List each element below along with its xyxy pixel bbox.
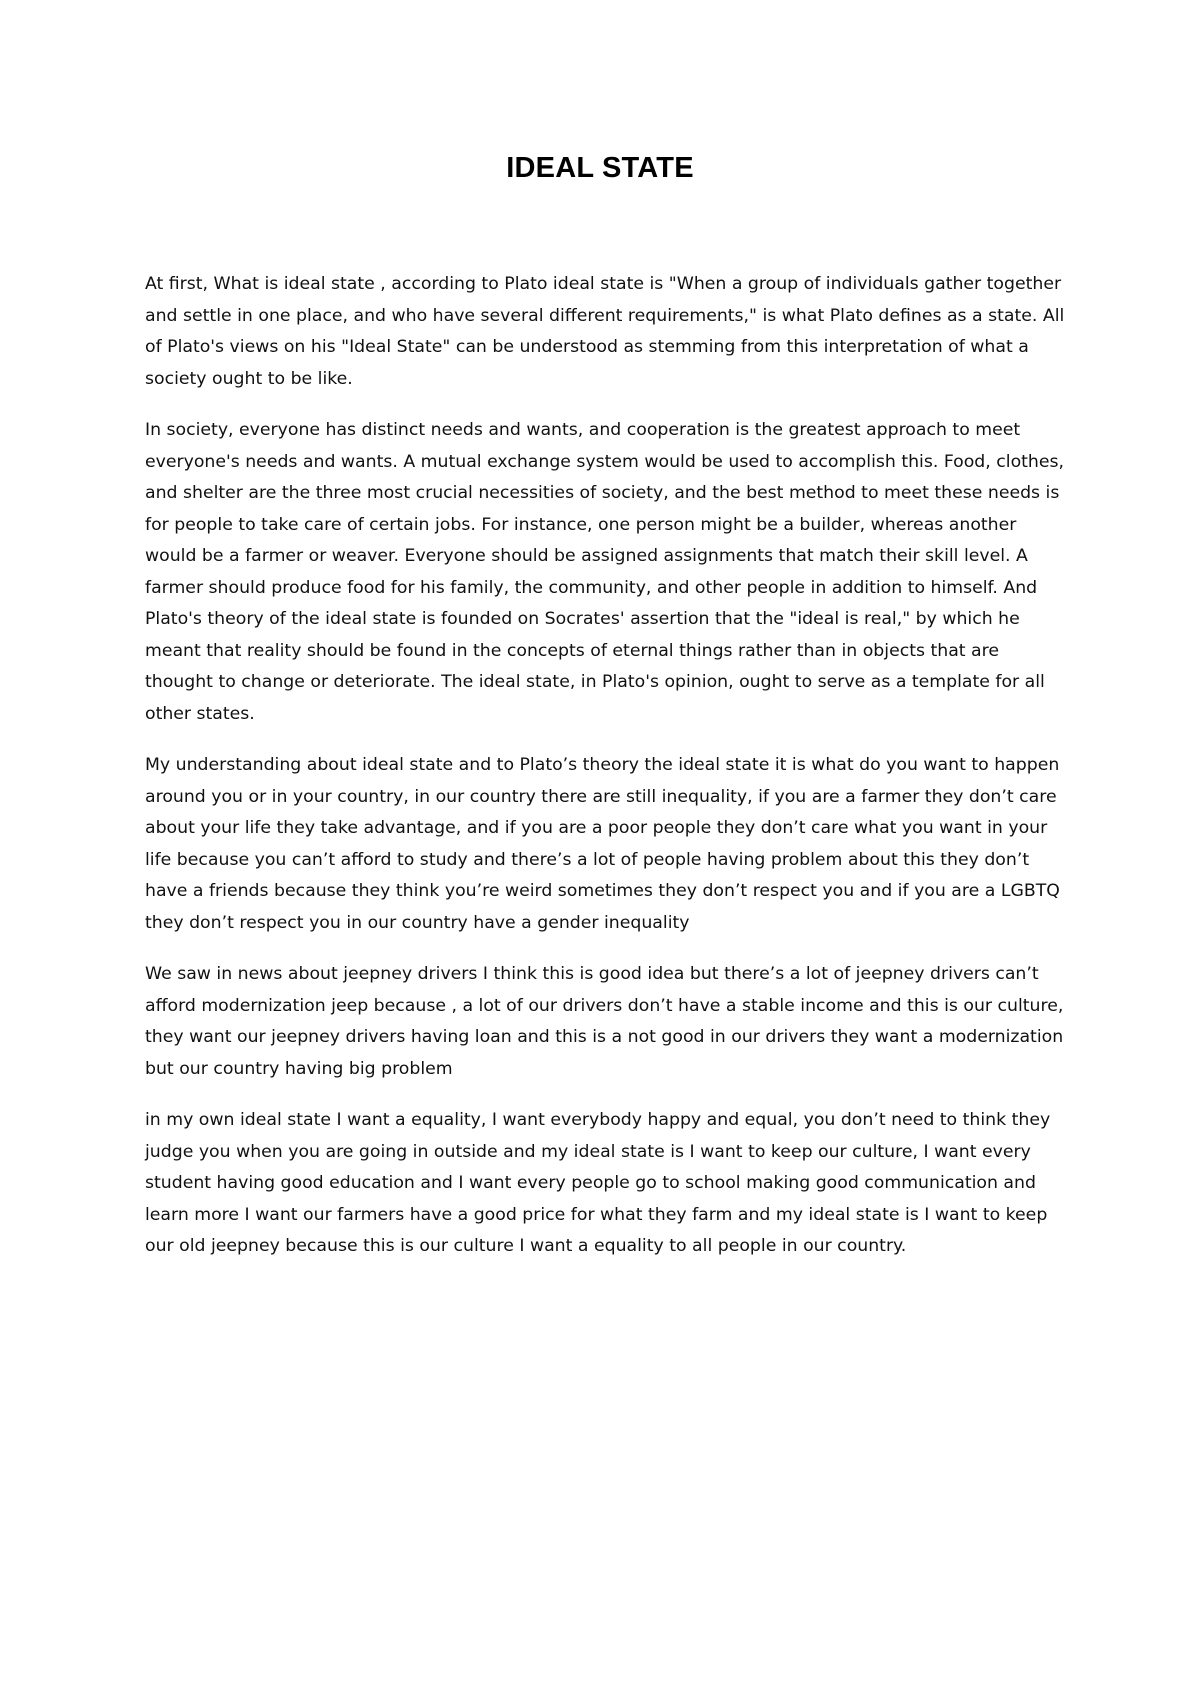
document-body: [145, 269, 1065, 1283]
paragraph-my-ideal-state: in my own ideal state I want a equality, I want everybody happy and equal, you don’t need to think they judge you when you are going in outside and my ideal state is I want to keep our culture, I want every student having good education and I want every people go to school making good communication and learn more I want our farmers have a good price for what they farm and my ideal state is I want to keep our old jeepney because this is our culture I want a equality to all people in our country.: [145, 1110, 1051, 1256]
document-title: IDEAL STATE: [506, 152, 694, 184]
paragraph-my-understanding: My understanding about ideal state and to Plato’s theory the ideal state it is what do you want to happen around you or in your country, in our country there are still inequality, if you are a farmer they don’t care about your life they take advantage, and if you are a poor people they don’t care what you want in your life because you can’t afford to study and there’s a lot of people having problem about this they don’t have a friends because they think you’re weird sometimes they don’t respect you and if you are a LGBTQ they don’t respect you in our country have a gender inequality: [145, 755, 1060, 933]
paragraph-jeepney-drivers: We saw in news about jeepney drivers I think this is good idea but there’s a lot of jeepney drivers can’t afford modernization jeep because , a lot of our drivers don’t have a stable income and this is our culture, they want our jeepney drivers having loan and this is a not good in our drivers they want a modernization but our country having big problem: [145, 964, 1064, 1079]
paragraph-society-needs: In society, everyone has distinct needs and wants, and cooperation is the greatest approach to meet everyone's needs and wants. A mutual exchange system would be used to accomplish this. Food, clothes, and shelter are the three most crucial necessities of society, and the best method to meet these needs is for people to take care of certain jobs. For instance, one person might be a builder, whereas another would be a farmer or weaver. Everyone should be assigned assignments that match their skill level. A farmer should produce food for his family, the community, and other people in addition to himself. And Plato's theory of the ideal state is founded on Socrates' assertion that the "ideal is real," by which he meant that reality should be found in the concepts of eternal things rather than in objects that are thought to change or deteriorate. The ideal state, in Plato's opinion, ought to serve as a template for all other states.: [145, 420, 1064, 724]
paragraph-definition: At first, What is ideal state , according to Plato ideal state is "When a group of individuals gather together and settle in one place, and who have several different requirements," is what Plato defines as a state. All of Plato's views on his "Ideal State" can be understood as stemming from this interpretation of what a society ought to be like.: [145, 274, 1065, 389]
